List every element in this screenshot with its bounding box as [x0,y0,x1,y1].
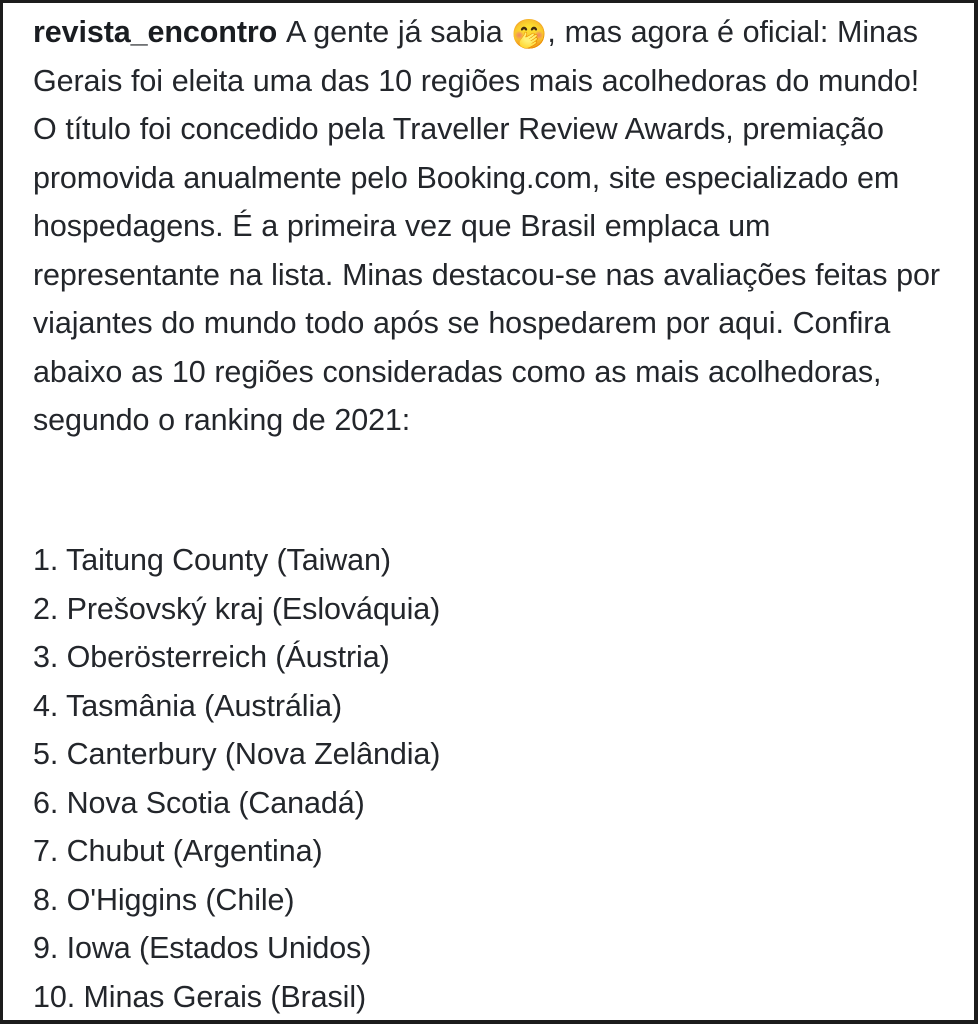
list-item: 7. Chubut (Argentina) [33,834,323,868]
list-item: 4. Tasmânia (Austrália) [33,688,343,723]
hugging-face-emoji: 🤭 [511,19,548,51]
list-item: 1. Taitung County (Taiwan) [33,543,391,577]
ranking-list [33,536,949,1021]
screenshot-top-edge [0,0,978,3]
list-item: 9. Iowa (Estados Unidos) [33,931,372,965]
list-item: 10. Minas Gerais (Brasil) [33,979,367,1014]
list-item: 3. Oberösterreich (Áustria) [33,640,390,674]
list-item: 8. O'Higgins (Chile) [33,882,295,917]
list-item: 2. Prešovský kraj (Eslováquia) [33,591,441,626]
list-item: 5. Canterbury (Nova Zelândia) [33,737,441,771]
screenshot-left-edge [0,0,3,1024]
account-username[interactable]: revista_encontro [33,15,278,49]
screenshot-right-edge [974,0,978,1024]
post-caption [33,8,949,445]
caption-text-before-emoji: A gente já sabia [285,15,512,49]
caption-text-after-emoji: , mas agora é oficial: Minas Gerais foi eleita uma das 10 regiões mais acolhedoras do mundo! O título foi concedido pela Traveller Review Awards, premiação promovida anualmente pelo Booking.com, site especializado em hospedagens. É a primeira vez que Brasil emplaca um representante na lista. Minas destacou-se nas avaliações feitas por viajantes do mundo todo após se hospedarem por aqui. Confira abaixo as 10 regiões consideradas como as mais acolhedoras, segundo o ranking de 2021: [33,15,940,437]
list-item: 6. Nova Scotia (Canadá) [33,785,365,820]
